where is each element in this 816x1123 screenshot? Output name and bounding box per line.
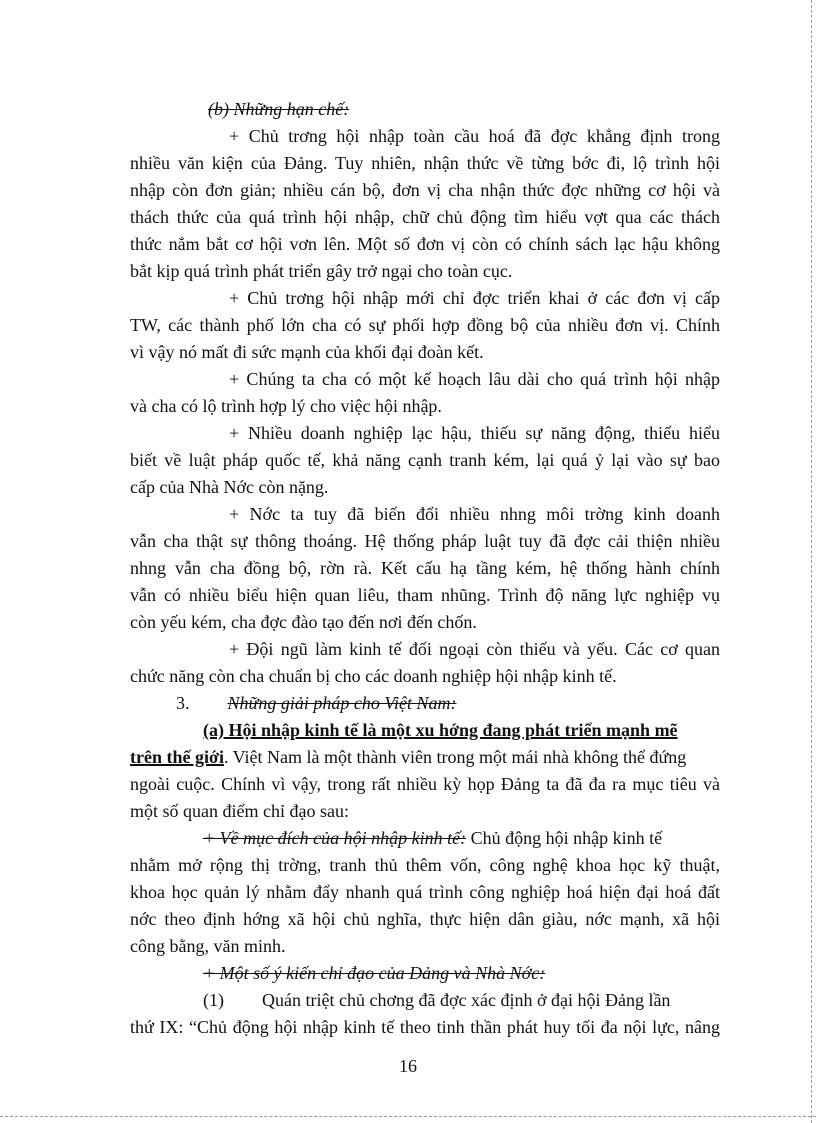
paragraph-line: TW, các thành phố lớn cha có sự phối hợp đồng bộ của nhiều đơn vị. Chính bbox=[130, 315, 720, 335]
section-title: Những giải pháp cho Việt Nam: bbox=[227, 693, 457, 713]
paragraph-line: cấp của Nhà Nớc còn nặng. bbox=[130, 477, 329, 497]
page-border-bottom bbox=[0, 1116, 816, 1117]
subheading-purpose: + Về mục đích của hội nhập kinh tế: bbox=[203, 828, 467, 848]
paragraph-line: nhiều văn kiện của Đảng. Tuy nhiên, nhận thức về từng bớc đi, lộ trình hội bbox=[130, 153, 720, 173]
paragraph-line: + Chủ trơng hội nhập mới chỉ đợc triển khai ở các đơn vị cấp bbox=[229, 288, 720, 308]
bold-phrase: trên thế giới bbox=[130, 747, 224, 767]
paragraph-line: và cha có lộ trình hợp lý cho việc hội nhập. bbox=[130, 396, 442, 416]
paragraph-text: . Việt Nam là một thành viên trong một mái nhà không thể đứng bbox=[223, 747, 687, 767]
paragraph-line: khoa học quản lý nhằm đẩy nhanh quá trình công nghiệp hoá hiện đại hoá đất bbox=[130, 882, 720, 902]
item-text: Quán triệt chủ chơng đã đợc xác định ở đại hội Đảng lần bbox=[262, 990, 671, 1010]
paragraph-line: thức nắm bắt cơ hội vơn lên. Một số đơn vị còn có chính sách lạc hậu không bbox=[130, 234, 720, 254]
subheading-directives: + Một số ý kiến chỉ đạo của Đảng và Nhà Nớc: bbox=[203, 963, 546, 983]
paragraph-line: + Chúng ta cha có một kế hoạch lâu dài cho quá trình hội nhập bbox=[229, 369, 720, 389]
paragraph-line: một số quan điểm chỉ đạo sau: bbox=[130, 801, 349, 821]
paragraph-line: + Chủ trơng hội nhập toàn cầu hoá đã đợc khẳng định trong bbox=[229, 126, 720, 146]
paragraph-line: + Nhiều doanh nghiệp lạc hậu, thiếu sự năng động, thiếu hiểu bbox=[229, 423, 720, 443]
paragraph-line: vì vậy nó mất đi sức mạnh của khối đại đoàn kết. bbox=[130, 342, 484, 362]
paragraph-line: nhập còn đơn giản; nhiều cán bộ, đơn vị cha nhận thức đợc những cơ hội và bbox=[130, 180, 720, 200]
paragraph-line: + Đội ngũ làm kinh tế đối ngoại còn thiếu và yếu. Các cơ quan bbox=[229, 639, 720, 659]
section-heading-limitations: (b) Những hạn chế: bbox=[208, 99, 350, 119]
paragraph-line: vẫn cha thật sự thông thoáng. Hệ thống pháp luật tuy đã đợc cải thiện nhiều bbox=[130, 531, 720, 551]
paragraph-line: bắt kịp quá trình phát triển gây trở ngại cho toàn cục. bbox=[130, 261, 513, 281]
paragraph-line: nhằm mở rộng thị trờng, tranh thủ thêm vốn, công nghệ khoa học kỹ thuật, bbox=[130, 855, 720, 875]
paragraph-text: Chủ động hội nhập kinh tế bbox=[466, 828, 663, 848]
numbered-item bbox=[130, 987, 720, 1014]
paragraph-line: công bằng, văn minh. bbox=[130, 936, 286, 956]
paragraph-line: chức năng còn cha chuẩn bị cho các doanh nghiệp hội nhập kinh tế. bbox=[130, 666, 617, 686]
paragraph-line: vẫn có nhiều biểu hiện quan liêu, tham nhũng. Trình độ năng lực nghiệp vụ bbox=[130, 585, 720, 605]
paragraph-line: còn yếu kém, cha đợc đào tạo đến nơi đến chốn. bbox=[130, 612, 477, 632]
page-border-right bbox=[811, 0, 812, 1123]
paragraph-line: nớc theo định hớng xã hội chủ nghĩa, thực hiện dân giàu, nớc mạnh, xã hội bbox=[130, 909, 720, 929]
page-number: 16 bbox=[399, 1056, 417, 1076]
item-number: (1) bbox=[203, 990, 224, 1010]
paragraph-line: nhng vẫn cha đồng bộ, rờn rà. Kết cấu hạ tầng kém, hệ thống hành chính bbox=[130, 558, 720, 578]
paragraph-line: biết về luật pháp quốc tế, khả năng cạnh tranh kém, lại quá ỷ lại vào sự bao bbox=[130, 450, 720, 470]
paragraph-line: thứ IX: “Chủ động hội nhập kinh tế theo tinh thần phát huy tối đa nội lực, nâng bbox=[130, 1017, 720, 1037]
page-body bbox=[130, 96, 720, 1041]
paragraph-line bbox=[130, 825, 720, 852]
paragraph-line: + Nớc ta tuy đã biến đổi nhiều nhng môi trờng kinh doanh bbox=[229, 504, 720, 524]
paragraph-line: ngoài cuộc. Chính vì vậy, trong rất nhiều kỳ họp Đảng ta đã đa ra mục tiêu và bbox=[130, 774, 720, 794]
paragraph-line: thách thức của quá trình hội nhập, chữ chủ động tìm hiểu vợt qua các thách bbox=[130, 207, 720, 227]
section-number: 3. bbox=[176, 693, 190, 713]
paragraph-line bbox=[130, 744, 720, 771]
subsection-heading-trend: (a) Hội nhập kinh tế là một xu hớng đang phát triển mạnh mẽ bbox=[203, 720, 678, 740]
section-heading-solutions bbox=[130, 690, 720, 717]
